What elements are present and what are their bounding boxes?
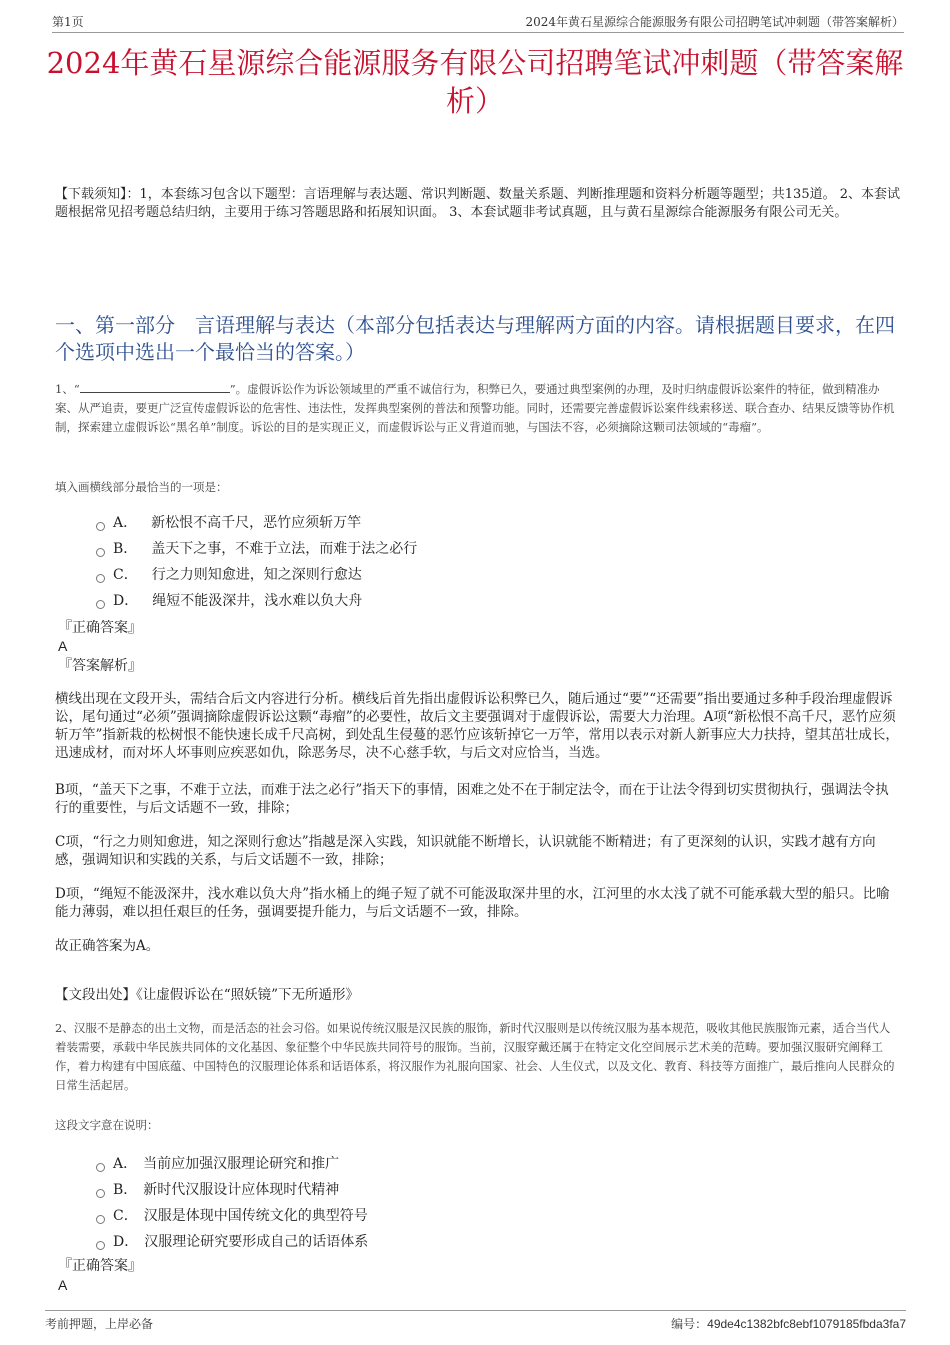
analysis-paragraph: C项，“行之力则知愈进，知之深则行愈达”指越是深入实践，知识就能不断增长，认识就能不断精进；有了更深刻的认识，实践才越有方向感，强调知识和实践的关系，与后文话题不一致，排除； (55, 834, 876, 868)
question-1 (55, 380, 900, 437)
analysis-label: 『答案解析』 (58, 658, 142, 674)
option-c[interactable]: C． 行之力则知愈进，知之深则行愈达 (96, 562, 417, 588)
footer-slogan: 考前押题，上岸必备 (45, 1317, 154, 1331)
answer-value: A (58, 638, 68, 654)
radio-icon[interactable] (96, 548, 105, 557)
analysis-conclusion: 故正确答案为A。 (55, 938, 160, 954)
question-1-prompt-wrap (55, 478, 900, 496)
option-d[interactable]: D． 绳短不能汲深井，浅水难以负大舟 (96, 588, 417, 614)
option-a[interactable]: A． 当前应加强汉服理论研究和推广 (96, 1151, 368, 1177)
fill-blank (80, 380, 230, 393)
page-footer (45, 1310, 906, 1333)
download-notice: 【下载须知】：1，本套练习包含以下题型：言语理解与表达题、常识判断题、数量关系题、判断推理题和资料分析题等题型；共135道。 2、本套试题根据常见招考题总结归纳，主要用于练习答题思路和拓展知识面。 3、本套试题非考试真题，且与黄石星源综合能源服务有限公司无关。 (55, 187, 900, 220)
header-doc-title: 2024年黄石星源综合能源服务有限公司招聘笔试冲刺题（带答案解析） (525, 15, 904, 29)
page-number: 第1页 (52, 15, 84, 29)
question-2-text: 2、汉服不是静态的出土文物，而是活态的社会习俗。如果说传统汉服是汉民族的服饰，新时代汉服则是以传统汉服为基本规范，吸收其他民族服饰元素，适合当代人着装需要，承载中华民族共同体的文化基因、象征整个中华民族共同符号的服饰。当前，汉服穿戴还属于在特定文化空间展示艺术美的范畴。要加强汉服研究阐释工作，着力构建有中国底蕴、中国特色的汉服理论体系和话语体系，将汉服作为礼服向国家、社会、人生仪式，以及文化、教育、科技等方面推广，最后推向人民群众的日常生活起居。 (55, 1021, 895, 1092)
document-title: 2024年黄石星源综合能源服务有限公司招聘笔试冲刺题（带答案解析） (46, 46, 904, 118)
radio-icon[interactable] (96, 1215, 105, 1224)
footer-code-label: 编号： (671, 1317, 708, 1331)
passage-source: 【文段出处】《让虚假诉讼在“照妖镜”下无所遁形》 (55, 987, 360, 1003)
radio-icon[interactable] (96, 522, 105, 531)
radio-icon[interactable] (96, 600, 105, 609)
option-c[interactable]: C． 汉服是体现中国传统文化的典型符号 (96, 1203, 368, 1229)
question-2-prompt: 这段文字意在说明： (55, 1118, 159, 1132)
option-d[interactable]: D． 汉服理论研究要形成自己的话语体系 (96, 1229, 368, 1255)
footer-code (671, 1313, 906, 1335)
option-a[interactable]: A． 新松恨不高千尺，恶竹应须斩万竿 (96, 510, 417, 536)
answer-label: 『正确答案』 (58, 1258, 142, 1274)
page-header (52, 12, 904, 33)
question-1-body: ”。虚假诉讼作为诉讼领域里的严重不诚信行为，积弊已久，要通过典型案例的办理，及时归纳虚假诉讼案件的特征，做到精准办案、从严追责，要更广泛宣传虚假诉讼的危害性、违法性，发挥典型案例的普法和预警功能。同时，还需要完善虚假诉讼案件线索移送、联合查办、结果反馈等协作机制，探索建立虚假诉讼“黑名单”制度。诉讼的目的是实现正义，而虚假诉讼与正义背道而驰，与国法不容，必须摘除这颗司法领域的“毒瘤”。 (55, 382, 895, 434)
option-b[interactable]: B． 新时代汉服设计应体现时代精神 (96, 1177, 368, 1203)
question-2 (55, 1019, 900, 1095)
radio-icon[interactable] (96, 1241, 105, 1250)
radio-icon[interactable] (96, 1189, 105, 1198)
question-2-prompt-wrap (55, 1116, 900, 1134)
question-1-number: 1、“ (55, 382, 80, 396)
section-heading: 一、第一部分 言语理解与表达（本部分包括表达与理解两方面的内容。请根据题目要求，在四个选项中选出一个最恰当的答案。） (55, 313, 895, 364)
analysis-paragraph: B项，“盖天下之事，不难于立法，而难于法之必行”指天下的事情，困难之处不在于制定法令，而在于让法令得到切实贯彻执行，强调法令执行的重要性，与后文话题不一致，排除； (55, 782, 889, 816)
footer-code-value: 49de4c1382bfc8ebf1079185fbda3fa7 (707, 1317, 906, 1331)
answer-value: A (58, 1277, 68, 1293)
radio-icon[interactable] (96, 1163, 105, 1172)
source-wrap (55, 986, 900, 1004)
question-1-text (55, 380, 900, 437)
analysis-block (55, 690, 900, 955)
analysis-paragraph: D项，“绳短不能汲深井，浅水难以负大舟”指水桶上的绳子短了就不可能汲取深井里的水，江河里的水太浅了就不可能承载大型的船只。比喻能力薄弱，难以担任艰巨的任务，强调要提升能力，与后文话题不一致，排除。 (55, 886, 890, 920)
question-1-prompt: 填入画横线部分最恰当的一项是： (55, 480, 228, 494)
analysis-paragraph: 横线出现在文段开头，需结合后文内容进行分析。横线后首先指出虚假诉讼积弊已久，随后通过“要”“还需要”指出要通过多种手段治理虚假诉讼，尾句通过“必须”强调摘除虚假诉讼这颗“毒瘤”的必要性，故后文主要强调对于虚假诉讼，需要大力治理。A项“新松恨不高千尺，恶竹应须斩万竿”指新栽的松树恨不能快速长成千尺高树，到处乱生侵蔓的恶竹应该斩掉它一万竿，常用以表示对新人新事应大力扶持，望其茁壮成长，迅速成材，而对坏人坏事则应疾恶如仇，除恶务尽，决不心慈手软，与后文对应恰当，当选。 (55, 691, 899, 761)
question-2-options (96, 1151, 368, 1255)
radio-icon[interactable] (96, 574, 105, 583)
answer-label: 『正确答案』 (58, 620, 142, 636)
option-b[interactable]: B． 盖天下之事，不难于立法，而难于法之必行 (96, 536, 417, 562)
question-1-options (96, 510, 417, 614)
